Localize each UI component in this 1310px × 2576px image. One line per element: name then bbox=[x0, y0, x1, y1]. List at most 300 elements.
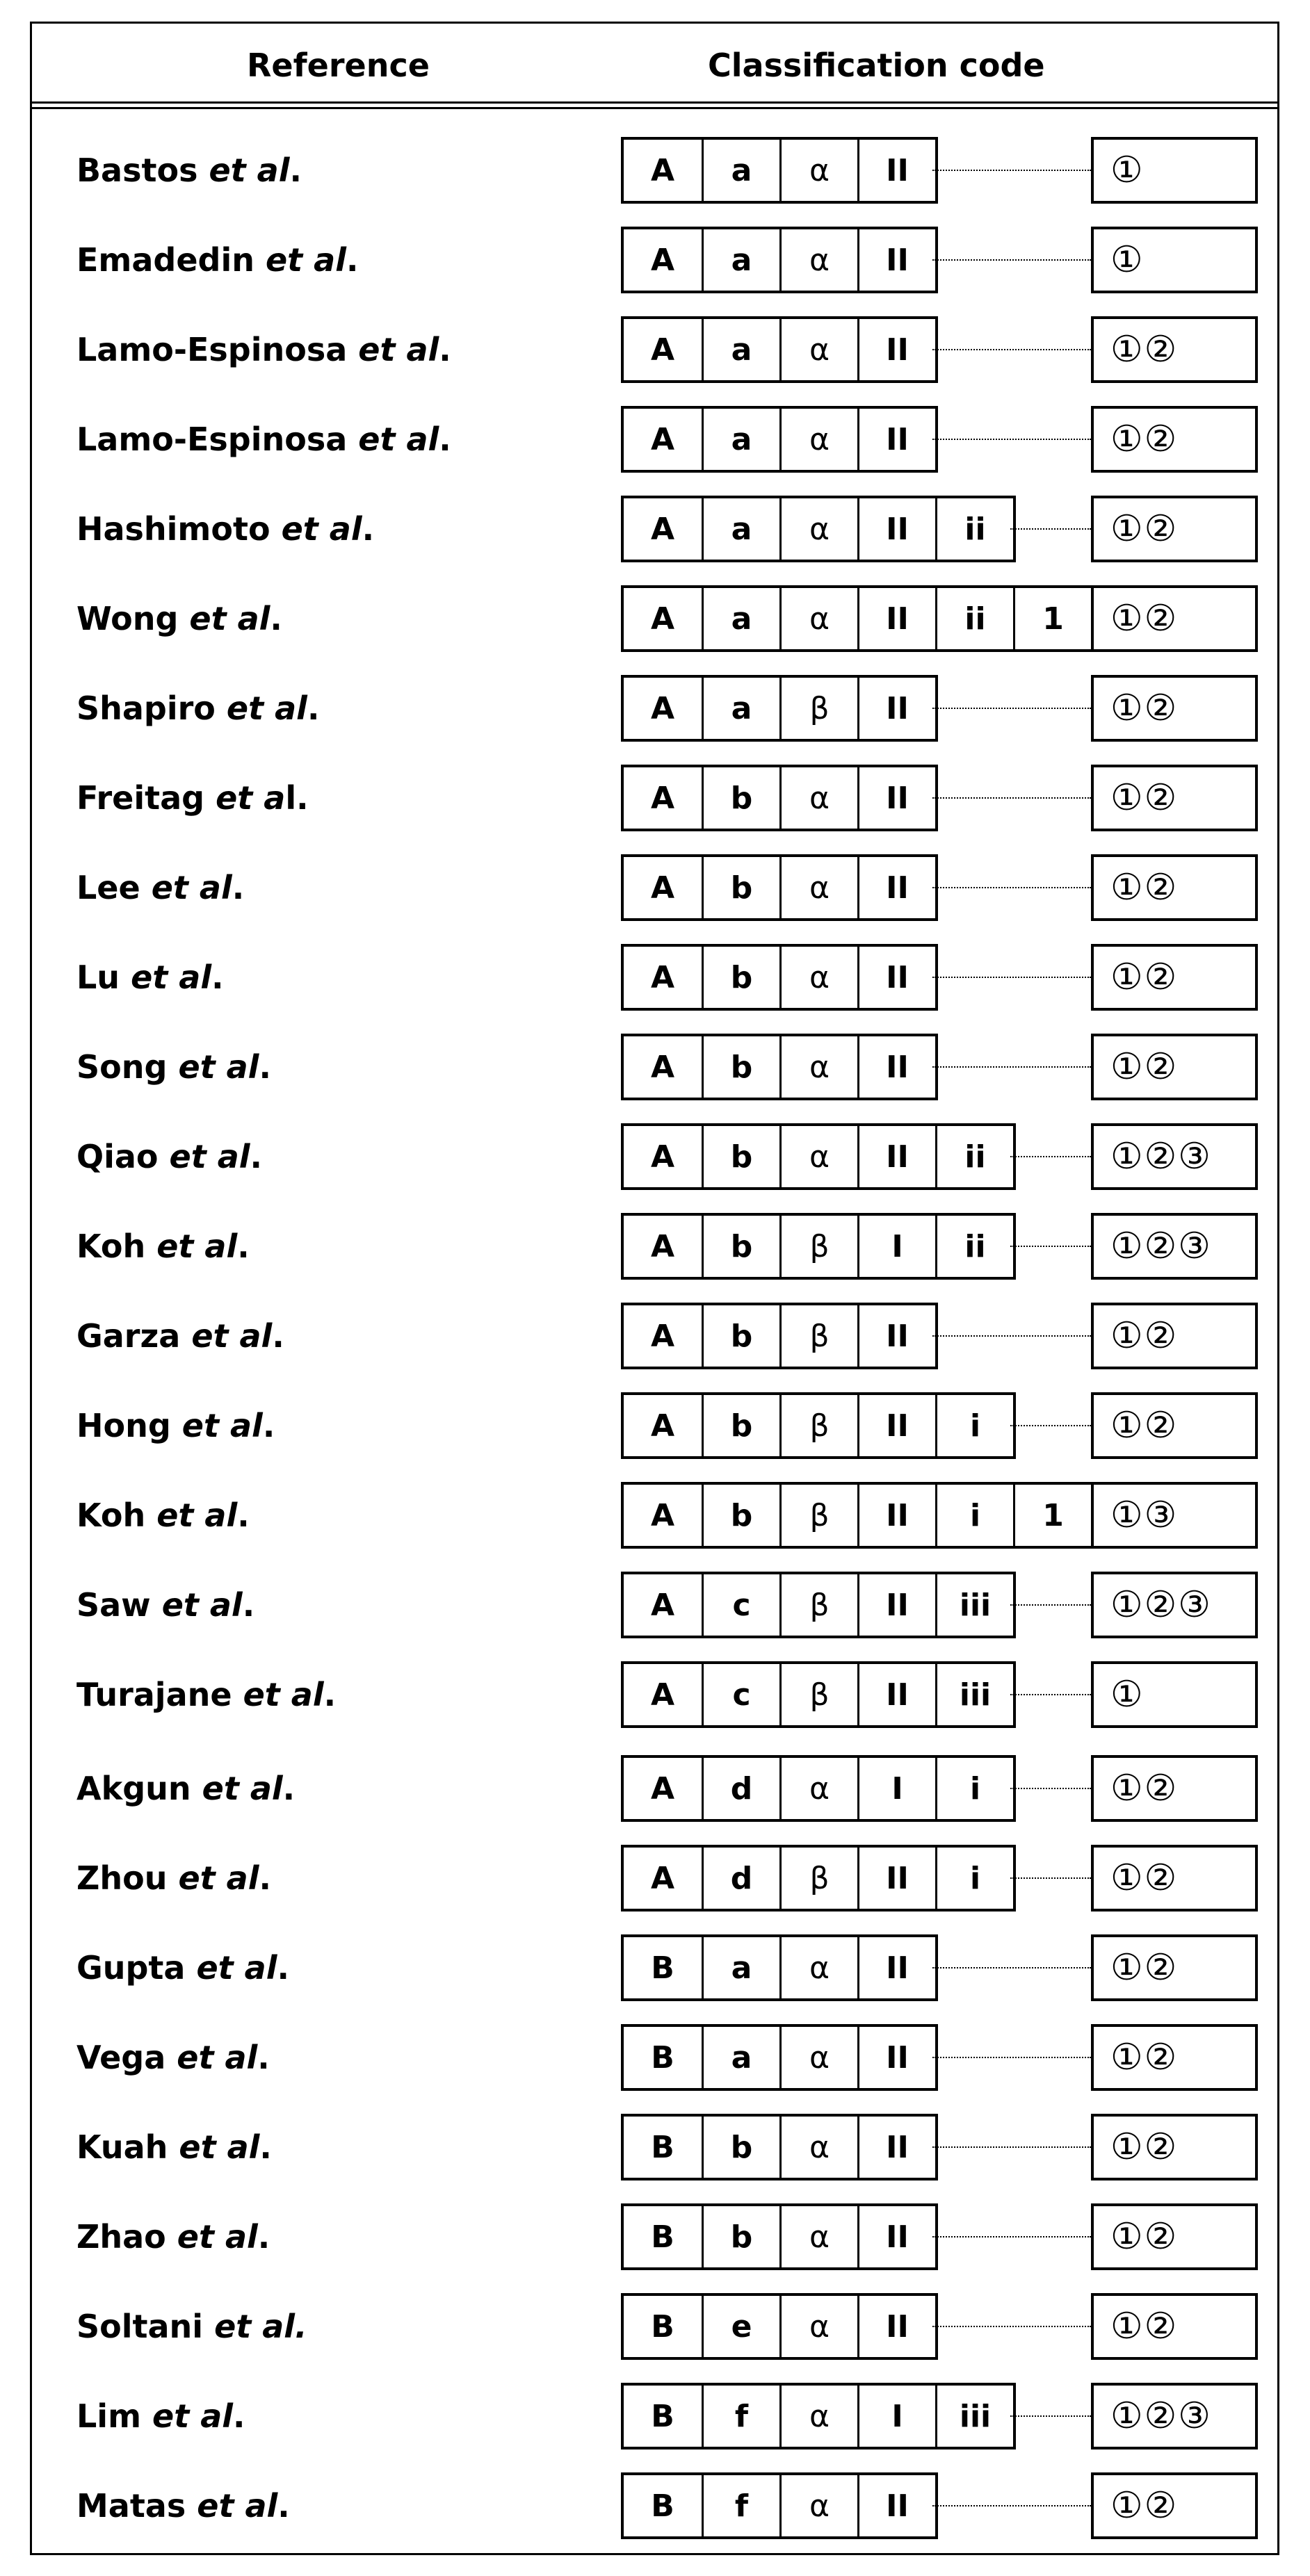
classification-code-box bbox=[621, 316, 938, 383]
code-cell: II bbox=[857, 1937, 935, 1998]
table-row bbox=[0, 2383, 1310, 2449]
code-cell: II bbox=[857, 1305, 935, 1367]
author-name: Koh bbox=[76, 1228, 157, 1265]
classification-code-box bbox=[621, 854, 938, 921]
reference-cell bbox=[76, 316, 451, 383]
table-row bbox=[0, 675, 1310, 742]
code-cell: α bbox=[779, 2386, 857, 2447]
outcome-box: ①② bbox=[1091, 2203, 1258, 2270]
code-cell: II bbox=[857, 678, 935, 739]
classification-column-header: Classification code bbox=[708, 47, 1045, 84]
code-cell: A bbox=[650, 1770, 675, 1807]
reference-cell bbox=[76, 854, 244, 921]
dotted-connector bbox=[932, 1066, 1091, 1068]
table-row bbox=[0, 1572, 1310, 1638]
outcome-box: ①②③ bbox=[1091, 1572, 1258, 1638]
reference-cell bbox=[76, 2024, 270, 2091]
reference-cell bbox=[76, 675, 319, 742]
classification-code-box bbox=[621, 2024, 938, 2091]
dotted-connector bbox=[1010, 528, 1091, 530]
code-cell: i bbox=[935, 1758, 1013, 1819]
code-cell: II bbox=[857, 1664, 935, 1725]
code-cell: i bbox=[935, 1485, 1013, 1546]
reference-suffix: . bbox=[272, 1317, 284, 1355]
reference-suffix: . bbox=[307, 690, 320, 727]
reference-suffix: . bbox=[259, 1048, 271, 1086]
code-cell: β bbox=[779, 1216, 857, 1277]
author-name: Bastos bbox=[76, 152, 209, 189]
code-cell: b bbox=[702, 1395, 779, 1456]
code-cell: B bbox=[651, 2398, 674, 2434]
et-al-text: et al bbox=[178, 1859, 259, 1897]
classification-code-box bbox=[621, 2293, 938, 2360]
reference-cell bbox=[76, 2293, 307, 2360]
et-al-text: et al bbox=[226, 690, 307, 727]
code-cell: α bbox=[779, 857, 857, 918]
et-al-text: et al bbox=[181, 1407, 263, 1444]
author-name: Hashimoto bbox=[76, 510, 282, 548]
code-cell: I bbox=[857, 2386, 935, 2447]
outcome-box: ①② bbox=[1091, 406, 1258, 473]
table-row bbox=[0, 2114, 1310, 2180]
code-cell: α bbox=[779, 1036, 857, 1098]
code-cell: II bbox=[857, 2296, 935, 2357]
code-cell: c bbox=[702, 1574, 779, 1636]
reference-column-header: Reference bbox=[247, 47, 430, 84]
code-cell: b bbox=[702, 767, 779, 829]
et-al-text: et al bbox=[243, 1676, 324, 1713]
table-row bbox=[0, 496, 1310, 562]
code-cell: β bbox=[779, 1574, 857, 1636]
reference-cell bbox=[76, 2114, 272, 2180]
code-cell: B bbox=[651, 1950, 674, 1986]
dotted-connector bbox=[1010, 1425, 1091, 1426]
code-cell: II bbox=[857, 2475, 935, 2536]
outcome-box: ①② bbox=[1091, 1755, 1258, 1822]
code-cell: c bbox=[702, 1664, 779, 1725]
dotted-connector bbox=[932, 1335, 1091, 1337]
code-cell: a bbox=[702, 588, 779, 649]
reference-cell bbox=[76, 1303, 284, 1369]
code-cell: a bbox=[702, 409, 779, 470]
code-cell: a bbox=[702, 319, 779, 380]
code-cell: A bbox=[650, 1677, 675, 1713]
code-cell: α bbox=[779, 2117, 857, 2178]
author-name: Matas bbox=[76, 2487, 197, 2525]
dotted-connector bbox=[932, 259, 1091, 261]
code-cell: B bbox=[651, 2308, 674, 2345]
code-cell: α bbox=[779, 2206, 857, 2267]
code-cell: I bbox=[857, 1758, 935, 1819]
dotted-connector bbox=[932, 2326, 1091, 2327]
table-row bbox=[0, 2203, 1310, 2270]
et-al-text: et al bbox=[358, 331, 439, 368]
code-cell: II bbox=[857, 947, 935, 1008]
et-al-text: et al bbox=[209, 152, 290, 189]
reference-cell bbox=[76, 2203, 270, 2270]
outcome-box: ①② bbox=[1091, 1034, 1258, 1100]
code-cell: I bbox=[857, 1216, 935, 1277]
code-cell: A bbox=[650, 1408, 675, 1444]
outcome-box: ①② bbox=[1091, 316, 1258, 383]
reference-suffix: . bbox=[323, 1676, 337, 1713]
code-cell: B bbox=[651, 2488, 674, 2524]
dotted-connector bbox=[932, 349, 1091, 350]
table-row bbox=[0, 2472, 1310, 2539]
code-cell: d bbox=[702, 1758, 779, 1819]
classification-code-box bbox=[621, 1572, 1016, 1638]
classification-code-box bbox=[621, 2383, 1016, 2449]
et-al-text: et al bbox=[202, 1770, 283, 1807]
outcome-box: ①② bbox=[1091, 496, 1258, 562]
classification-code-box bbox=[621, 1303, 938, 1369]
code-cell: a bbox=[702, 229, 779, 291]
code-cell: β bbox=[779, 1305, 857, 1367]
classification-code-box bbox=[621, 2114, 938, 2180]
code-cell: II bbox=[857, 2027, 935, 2088]
reference-cell bbox=[76, 765, 309, 831]
reference-suffix: . bbox=[242, 1586, 255, 1624]
dotted-connector bbox=[932, 2146, 1091, 2148]
table-row bbox=[0, 585, 1310, 652]
reference-cell bbox=[76, 1482, 250, 1549]
table-row bbox=[0, 1034, 1310, 1100]
classification-code-box bbox=[621, 1392, 1016, 1459]
outcome-box: ①② bbox=[1091, 2293, 1258, 2360]
reference-suffix: . bbox=[289, 152, 302, 189]
table-row bbox=[0, 1482, 1310, 1549]
dotted-connector bbox=[932, 797, 1091, 799]
reference-cell bbox=[76, 944, 224, 1011]
code-cell: β bbox=[779, 1485, 857, 1546]
et-al-text: et al bbox=[151, 869, 232, 906]
code-cell: α bbox=[779, 947, 857, 1008]
table-row bbox=[0, 1755, 1310, 1822]
reference-suffix: . bbox=[262, 1407, 275, 1444]
code-cell: i bbox=[935, 1848, 1013, 1909]
code-cell: β bbox=[779, 678, 857, 739]
dotted-connector bbox=[932, 170, 1091, 171]
code-cell: II bbox=[857, 1036, 935, 1098]
code-cell: iii bbox=[935, 1664, 1013, 1725]
reference-suffix: . bbox=[277, 1949, 289, 1987]
code-cell: b bbox=[702, 1305, 779, 1367]
code-cell: II bbox=[857, 2206, 935, 2267]
code-cell: f bbox=[702, 2386, 779, 2447]
code-cell: II bbox=[857, 2117, 935, 2178]
code-cell: II bbox=[857, 588, 935, 649]
et-al-text: et al bbox=[169, 1138, 250, 1175]
reference-suffix: . bbox=[211, 959, 224, 996]
author-name: Vega bbox=[76, 2039, 177, 2076]
reference-suffix: . bbox=[282, 1770, 296, 1807]
table-row bbox=[0, 137, 1310, 204]
reference-suffix: . bbox=[259, 1859, 271, 1897]
reference-cell bbox=[76, 1572, 254, 1638]
author-name: Freitag bbox=[76, 779, 216, 817]
code-cell: α bbox=[779, 229, 857, 291]
classification-code-box bbox=[621, 137, 938, 204]
author-name: Koh bbox=[76, 1497, 157, 1534]
code-cell: A bbox=[650, 1228, 675, 1264]
reference-cell bbox=[76, 1123, 262, 1190]
et-al-text: et al bbox=[178, 1048, 259, 1086]
dotted-connector bbox=[1010, 1604, 1091, 1606]
code-cell: A bbox=[650, 690, 675, 726]
outcome-box: ①② bbox=[1091, 2024, 1258, 2091]
code-cell: II bbox=[857, 857, 935, 918]
author-name: Zhao bbox=[76, 2218, 177, 2256]
classification-code-box bbox=[621, 765, 938, 831]
code-cell: α bbox=[779, 1126, 857, 1187]
classification-code-box bbox=[621, 2472, 938, 2539]
et-al-text: et al bbox=[196, 1949, 277, 1987]
dotted-connector bbox=[1010, 2415, 1091, 2417]
table-row bbox=[0, 854, 1310, 921]
outcome-box: ① bbox=[1091, 137, 1258, 204]
reference-suffix: l. bbox=[285, 779, 309, 817]
code-cell: A bbox=[650, 1049, 675, 1085]
et-al-text: et al bbox=[197, 2487, 278, 2525]
table-row bbox=[0, 765, 1310, 831]
outcome-box: ①②③ bbox=[1091, 1213, 1258, 1280]
author-name: Lamo-Espinosa bbox=[76, 331, 359, 368]
code-cell: II bbox=[857, 319, 935, 380]
dotted-connector bbox=[932, 2057, 1091, 2058]
code-cell: II bbox=[857, 409, 935, 470]
code-cell: a bbox=[702, 678, 779, 739]
reference-cell bbox=[76, 2472, 290, 2539]
code-cell: A bbox=[650, 959, 675, 995]
classification-code-box bbox=[621, 496, 1016, 562]
dotted-connector bbox=[932, 1967, 1091, 1968]
dotted-connector bbox=[932, 2236, 1091, 2237]
author-name: Lu bbox=[76, 959, 131, 996]
code-cell: b bbox=[702, 857, 779, 918]
reference-cell bbox=[76, 1034, 271, 1100]
table-row bbox=[0, 944, 1310, 1011]
reference-cell bbox=[76, 2383, 245, 2449]
code-cell: a bbox=[702, 498, 779, 560]
code-cell: ii bbox=[935, 588, 1013, 649]
reference-cell bbox=[76, 227, 358, 293]
code-cell: a bbox=[702, 2027, 779, 2088]
classification-code-box bbox=[621, 1213, 1016, 1280]
classification-code-box bbox=[621, 675, 938, 742]
reference-suffix: . bbox=[439, 331, 451, 368]
classification-code-box bbox=[621, 1934, 938, 2001]
code-cell: α bbox=[779, 2296, 857, 2357]
reference-suffix: . bbox=[233, 2397, 245, 2435]
code-cell: β bbox=[779, 1664, 857, 1725]
code-cell: II bbox=[857, 1574, 935, 1636]
outcome-box: ①② bbox=[1091, 765, 1258, 831]
dotted-connector bbox=[1010, 1788, 1091, 1789]
code-cell: B bbox=[651, 2129, 674, 2165]
et-al-text: et al bbox=[179, 2128, 260, 2166]
code-cell: α bbox=[779, 588, 857, 649]
reference-suffix: . bbox=[237, 1228, 250, 1265]
table-row bbox=[0, 1392, 1310, 1459]
code-cell: A bbox=[650, 1587, 675, 1623]
outcome-box: ①② bbox=[1091, 1392, 1258, 1459]
dotted-connector bbox=[932, 887, 1091, 888]
table-row bbox=[0, 227, 1310, 293]
reference-suffix: . bbox=[257, 2218, 270, 2256]
reference-cell bbox=[76, 1934, 289, 2001]
table-row bbox=[0, 2024, 1310, 2091]
dotted-connector bbox=[932, 439, 1091, 440]
code-cell: A bbox=[650, 511, 675, 547]
code-cell: α bbox=[779, 1758, 857, 1819]
code-cell: α bbox=[779, 409, 857, 470]
outcome-box: ①③ bbox=[1091, 1482, 1258, 1549]
classification-code-box bbox=[621, 1482, 1094, 1549]
reference-suffix: . bbox=[362, 510, 375, 548]
reference-suffix: . bbox=[250, 1138, 263, 1175]
code-cell: ii bbox=[935, 498, 1013, 560]
classification-code-box bbox=[621, 2203, 938, 2270]
dotted-connector bbox=[932, 2505, 1091, 2506]
reference-cell bbox=[76, 406, 451, 473]
reference-cell bbox=[76, 1661, 336, 1728]
code-cell: b bbox=[702, 947, 779, 1008]
outcome-box: ①② bbox=[1091, 2114, 1258, 2180]
author-name: Lee bbox=[76, 869, 152, 906]
dotted-connector bbox=[932, 708, 1091, 709]
reference-suffix: . bbox=[439, 421, 451, 458]
table-row bbox=[0, 1934, 1310, 2001]
code-cell: α bbox=[779, 140, 857, 201]
classification-code-box bbox=[621, 944, 938, 1011]
author-name: Turajane bbox=[76, 1676, 243, 1713]
code-cell: II bbox=[857, 1485, 935, 1546]
code-cell: b bbox=[702, 2117, 779, 2178]
et-al-text: et al bbox=[177, 2039, 258, 2076]
author-name: Saw bbox=[76, 1586, 162, 1624]
reference-cell bbox=[76, 137, 302, 204]
table-row bbox=[0, 406, 1310, 473]
et-al-text: et al bbox=[152, 2397, 234, 2435]
reference-suffix: . bbox=[346, 241, 359, 279]
reference-suffix: . bbox=[257, 2039, 270, 2076]
code-cell: A bbox=[650, 332, 675, 368]
classification-code-box bbox=[621, 1034, 938, 1100]
author-name: Garza bbox=[76, 1317, 192, 1355]
code-cell: II bbox=[857, 1126, 935, 1187]
et-al-text: et al bbox=[191, 1317, 273, 1355]
code-cell: 1 bbox=[1013, 588, 1091, 649]
et-al-text: et al bbox=[358, 421, 439, 458]
author-name: Song bbox=[76, 1048, 179, 1086]
code-cell: iii bbox=[935, 1574, 1013, 1636]
et-al-text: et al bbox=[131, 959, 212, 996]
dotted-connector bbox=[1010, 1877, 1091, 1879]
code-cell: β bbox=[779, 1395, 857, 1456]
table-row bbox=[0, 1661, 1310, 1728]
code-cell: f bbox=[702, 2475, 779, 2536]
code-cell: α bbox=[779, 319, 857, 380]
et-al-text: et a bbox=[216, 779, 286, 817]
code-cell: A bbox=[650, 780, 675, 816]
code-cell: α bbox=[779, 2027, 857, 2088]
author-name: Wong bbox=[76, 600, 190, 637]
code-cell: A bbox=[650, 1318, 675, 1354]
code-cell: A bbox=[650, 152, 675, 188]
code-cell: A bbox=[650, 242, 675, 278]
code-cell: II bbox=[857, 767, 935, 829]
code-cell: i bbox=[935, 1395, 1013, 1456]
author-name: Qiao bbox=[76, 1138, 170, 1175]
code-cell: A bbox=[650, 1497, 675, 1533]
author-name: Soltani bbox=[76, 2308, 215, 2345]
code-cell: B bbox=[651, 2039, 674, 2076]
reference-cell bbox=[76, 1755, 295, 1822]
code-cell: d bbox=[702, 1848, 779, 1909]
dotted-connector bbox=[1010, 1694, 1091, 1695]
et-al-text: et al bbox=[265, 241, 346, 279]
outcome-box: ①②③ bbox=[1091, 1123, 1258, 1190]
code-cell: A bbox=[650, 1139, 675, 1175]
reference-cell bbox=[76, 1845, 271, 1911]
code-cell: 1 bbox=[1013, 1485, 1091, 1546]
dotted-connector bbox=[1010, 1246, 1091, 1247]
dotted-connector bbox=[932, 977, 1091, 978]
classification-code-box bbox=[621, 406, 938, 473]
author-name: Shapiro bbox=[76, 690, 227, 727]
classification-code-box bbox=[621, 1845, 1016, 1911]
code-cell: II bbox=[857, 498, 935, 560]
table-row bbox=[0, 1303, 1310, 1369]
code-cell: α bbox=[779, 2475, 857, 2536]
code-cell: α bbox=[779, 1937, 857, 1998]
code-cell: ii bbox=[935, 1216, 1013, 1277]
code-cell: II bbox=[857, 140, 935, 201]
code-cell: α bbox=[779, 767, 857, 829]
classification-code-box bbox=[621, 1123, 1016, 1190]
author-name: Hong bbox=[76, 1407, 182, 1444]
reference-cell bbox=[76, 496, 374, 562]
table-row bbox=[0, 2293, 1310, 2360]
outcome-box: ①② bbox=[1091, 944, 1258, 1011]
author-name: Zhou bbox=[76, 1859, 179, 1897]
classification-code-box bbox=[621, 585, 1094, 652]
code-cell: b bbox=[702, 1485, 779, 1546]
classification-code-box bbox=[621, 227, 938, 293]
author-name: Akgun bbox=[76, 1770, 202, 1807]
reference-suffix: . bbox=[259, 2128, 272, 2166]
code-cell: a bbox=[702, 1937, 779, 1998]
outcome-box: ①② bbox=[1091, 1934, 1258, 2001]
classification-code-box bbox=[621, 1661, 1016, 1728]
et-al-text: et al bbox=[189, 600, 270, 637]
code-cell: iii bbox=[935, 2386, 1013, 2447]
table-row bbox=[0, 1213, 1310, 1280]
et-al-text: et al bbox=[156, 1228, 238, 1265]
outcome-box: ①② bbox=[1091, 1303, 1258, 1369]
code-cell: A bbox=[650, 870, 675, 906]
code-cell: b bbox=[702, 1126, 779, 1187]
code-cell: A bbox=[650, 601, 675, 637]
code-cell: B bbox=[651, 2219, 674, 2255]
et-al-text: et al bbox=[177, 2218, 258, 2256]
outcome-box: ① bbox=[1091, 1661, 1258, 1728]
outcome-box: ①② bbox=[1091, 675, 1258, 742]
dotted-connector bbox=[1010, 1156, 1091, 1157]
code-cell: II bbox=[857, 1395, 935, 1456]
table-row bbox=[0, 1845, 1310, 1911]
code-cell: II bbox=[857, 229, 935, 291]
